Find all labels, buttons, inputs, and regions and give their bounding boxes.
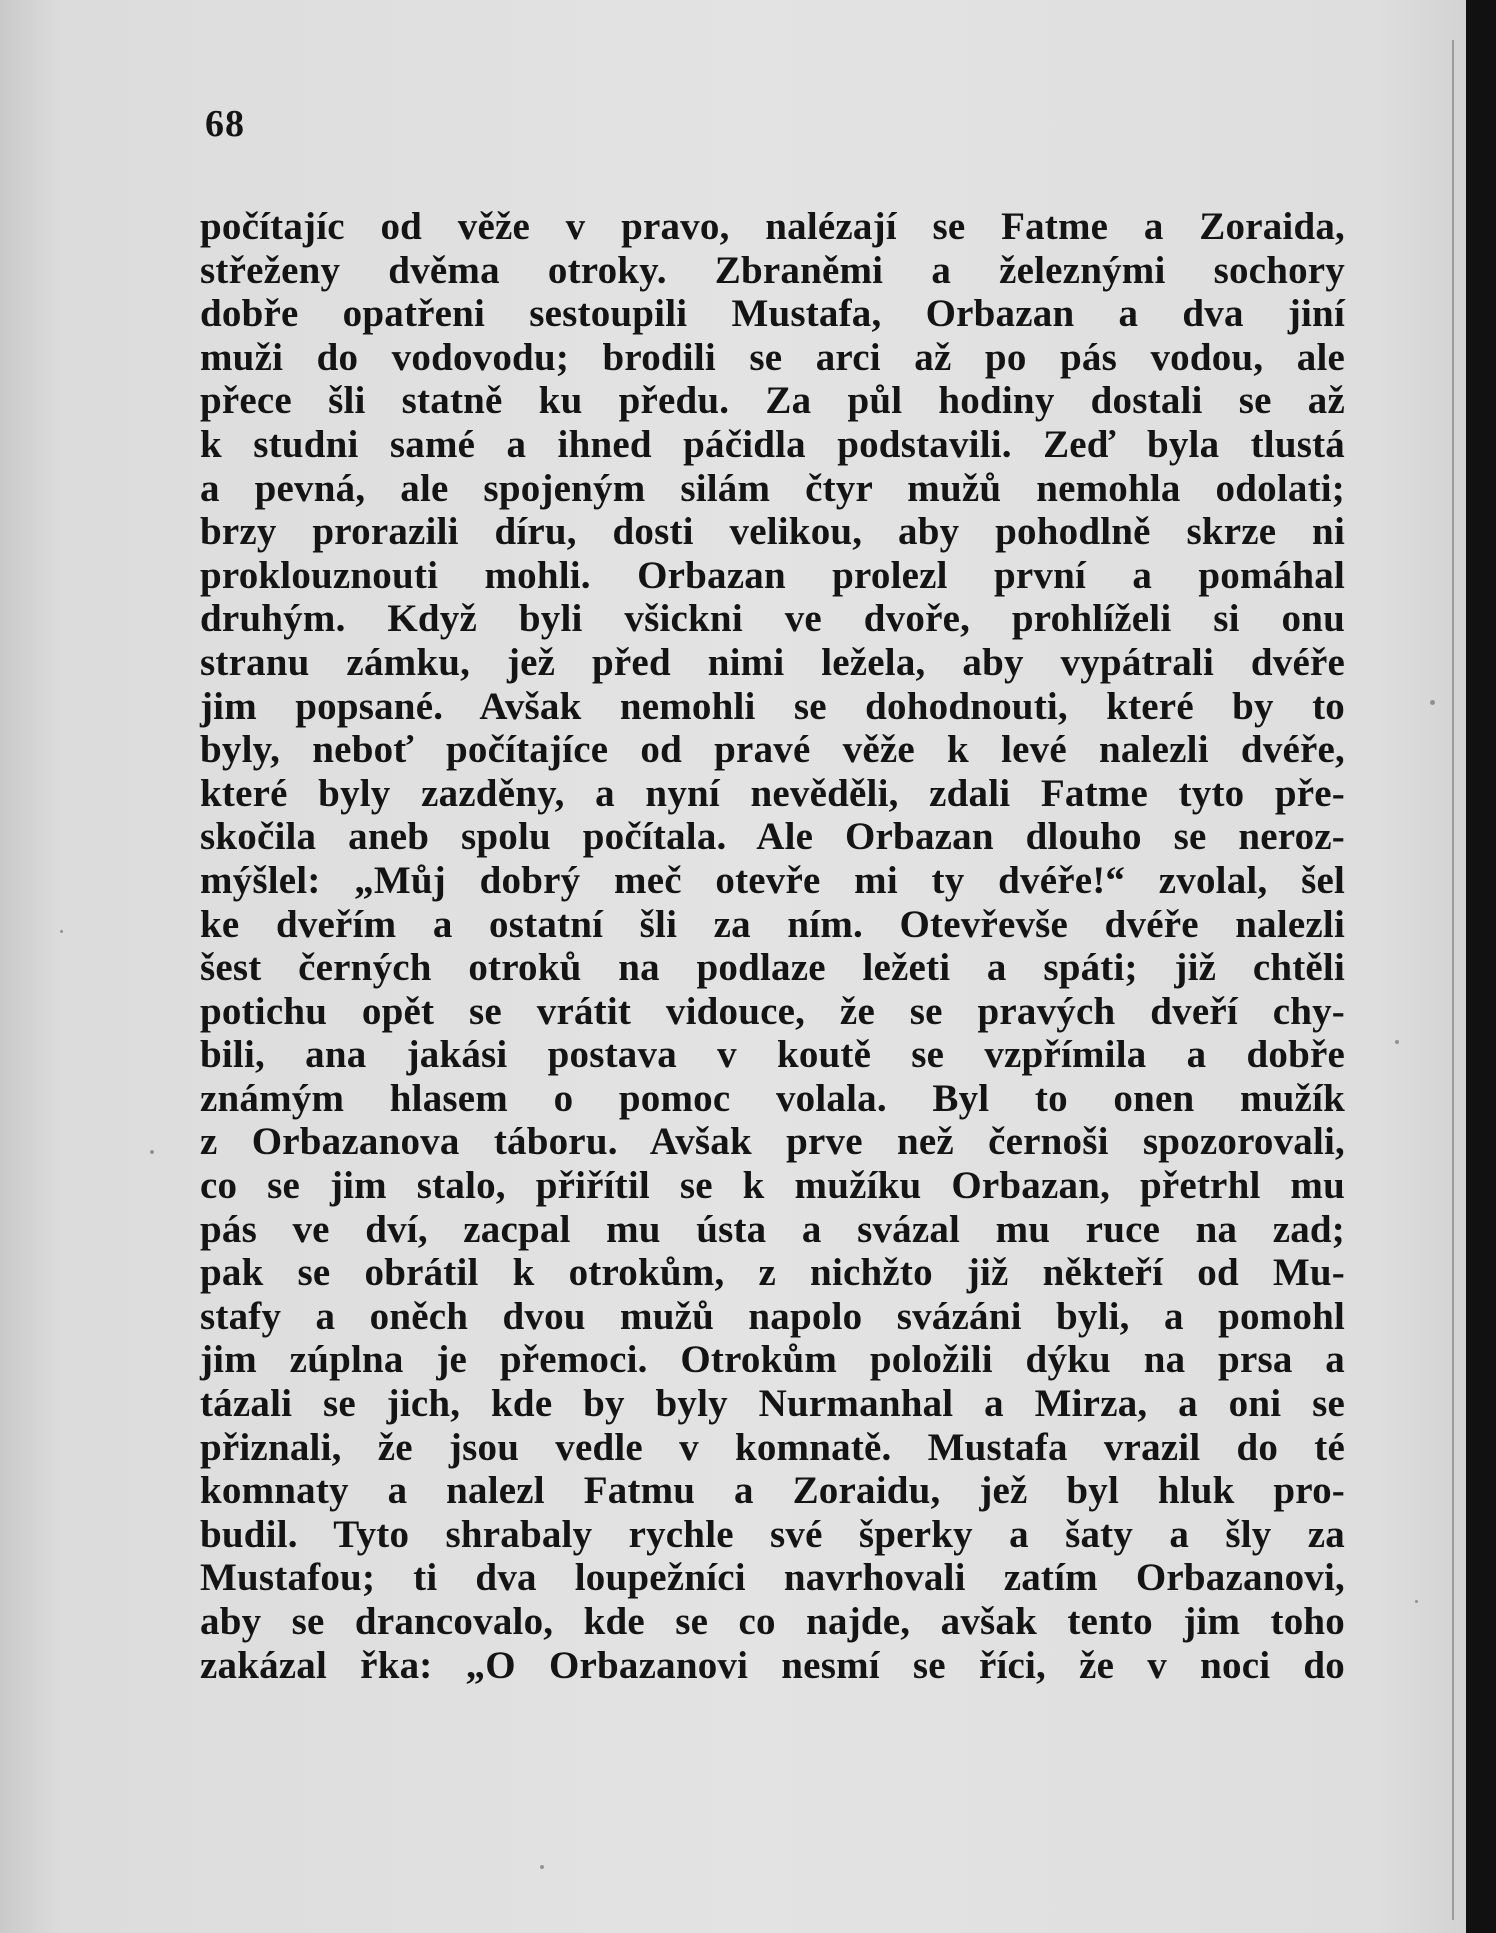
scan-speck [150,1150,154,1154]
text-line: a pevná, ale spojeným silám čtyr mužů nemohla odolati; [200,466,1345,510]
text-line: počítajíc od věže v pravo, nalézají se Fatme a Zoraida, [200,205,1345,248]
body-text [200,205,1345,1687]
text-line: zakázal řka: „O Orbazanovi nesmí se říci, že v noci do [200,1643,1345,1687]
page-number: 68 [205,103,245,145]
text-line: známým hlasem o pomoc volala. Byl to onen mužík [200,1076,1345,1120]
text-line: komnaty a nalezl Fatmu a Zoraidu, jež byl hluk pro- [200,1469,1345,1513]
text-line: střeženy dvěma otroky. Zbraněmi a železnými sochory [200,248,1345,292]
text-line: jim popsané. Avšak nemohli se dohodnouti, které by to [200,684,1345,728]
text-line: k studni samé a ihned páčidla podstavili. Zeď byla tlustá [200,422,1345,466]
text-line: stafy a oněch dvou mužů napolo svázáni byli, a pomohl [200,1294,1345,1338]
text-line: co se jim stalo, přiřítil se k mužíku Orbazan, přetrhl mu [200,1164,1345,1208]
scan-speck [540,1865,544,1869]
text-line: druhým. Když byli všickni ve dvoře, prohlíželi si onu [200,597,1345,641]
page-edge-line [1452,40,1454,1920]
text-line: bili, ana jakási postava v koutě se vzpřímila a dobře [200,1033,1345,1077]
text-line: ke dveřím a ostatní šli za ním. Otevřevše dvéře nalezli [200,902,1345,946]
text-line: brzy prorazili díru, dosti velikou, aby pohodlně skrze ni [200,510,1345,554]
scan-speck [1395,1040,1399,1044]
scan-speck [60,930,63,933]
text-line: tázali se jich, kde by byly Nurmanhal a Mirza, a oni se [200,1382,1345,1426]
text-line: stranu zámku, jež před nimi ležela, aby vypátrali dvéře [200,640,1345,684]
text-line: pak se obrátil k otrokům, z nichžto již někteří od Mu- [200,1251,1345,1295]
text-line: aby se drancovalo, kde se co najde, avšak tento jim toho [200,1600,1345,1643]
text-line: skočila aneb spolu počítala. Ale Orbazan dlouho se neroz- [200,815,1345,859]
text-line: dobře opatřeni sestoupili Mustafa, Orbazan a dva jiní [200,292,1345,336]
scan-speck [1430,700,1435,705]
text-line: z Orbazanova táboru. Avšak prve než černoši spozorovali, [200,1120,1345,1164]
text-line: budil. Tyto shrabaly rychle své šperky a šaty a šly za [200,1512,1345,1556]
text-line: byly, neboť počítajíce od pravé věže k levé nalezli dvéře, [200,728,1345,772]
text-line: které byly zazděny, a nyní nevěděli, zdali Fatme tyto pře- [200,771,1345,815]
text-line: muži do vodovodu; brodili se arci až po pás vodou, ale [200,335,1345,379]
text-line: šest černých otroků na podlaze ležeti a spáti; již chtěli [200,946,1345,990]
text-line: pás ve dví, zacpal mu ústa a svázal mu ruce na zad; [200,1207,1345,1251]
text-line: přiznali, že jsou vedle v komnatě. Mustafa vrazil do té [200,1425,1345,1469]
text-line: přece šli statně ku předu. Za půl hodiny dostali se až [200,379,1345,423]
text-line: jim zúplna je přemoci. Otrokům položili dýku na prsa a [200,1338,1345,1382]
text-line: proklouznouti mohli. Orbazan prolezl první a pomáhal [200,553,1345,597]
scan-speck [1415,1600,1418,1603]
text-line: potichu opět se vrátit vidouce, že se pravých dveří chy- [200,989,1345,1033]
text-line: mýšlel: „Můj dobrý meč otevře mi ty dvéře!“ zvolal, šel [200,858,1345,902]
text-line: Mustafou; ti dva loupežníci navrhovali zatím Orbazanovi, [200,1556,1345,1600]
page-edge-shadow [1466,0,1496,1933]
